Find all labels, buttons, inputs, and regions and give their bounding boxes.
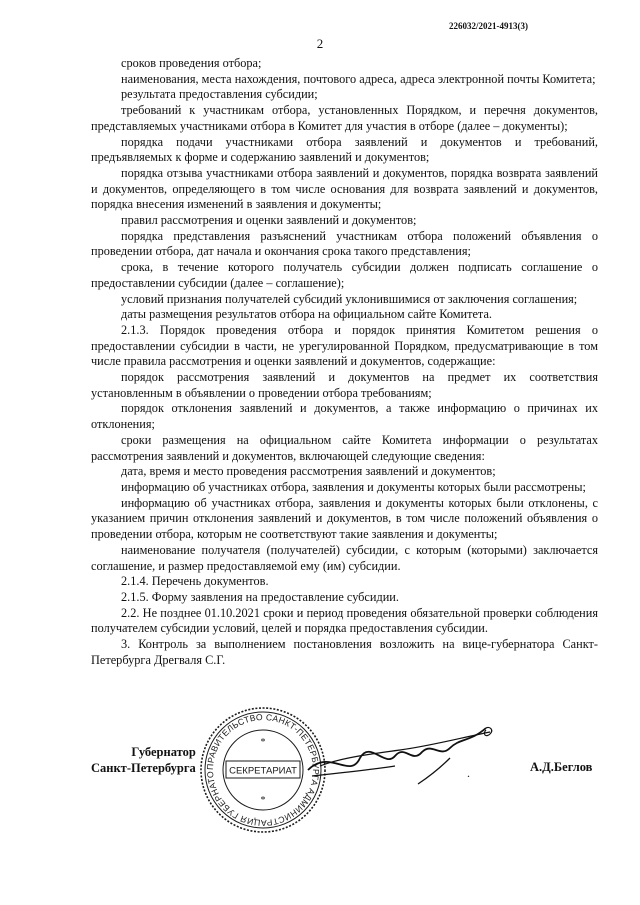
paragraph: информацию об участниках отбора, заявления и документы которых были рассмотрены; (121, 479, 586, 494)
svg-text:*: * (260, 795, 266, 806)
paragraph: дата, время и место проведения рассмотрения заявлений и документов; (121, 464, 496, 479)
signatory-title (91, 744, 196, 776)
paragraph: информацию об участниках отбора, заявления и документы которых были отклонены, с указанием причин отклонения заявлений и документов, в том числе положений объявления о проведении отбора, которым не соответствуют такие заявления и документы; (91, 495, 598, 542)
paragraph: срока, в течение которого получатель субсидии должен подписать соглашение о предоставлении субсидии (далее – соглашение); (91, 260, 598, 290)
document-number: 226032/2021-4913(3) (449, 21, 528, 31)
signatory-title-line: Санкт-Петербурга (91, 761, 196, 775)
paragraph: порядка подачи участниками отбора заявлений и документов и требований, предъявляемых к форме и содержанию заявлений и документов; (91, 134, 598, 165)
paragraph: порядка отзыва участниками отбора заявлений и документов, порядка возврата заявлений и документов, определяющего в том числе основания для возврата заявлений и документов, порядка внесения изменений в заявления и документы; (91, 165, 598, 212)
document-body (91, 56, 598, 668)
page-number: 2 (316, 36, 324, 51)
seal-ring-text: ПРАВИТЕЛЬСТВО САНКТ-ПЕТЕРБУРГА АДМИНИСТРАЦИЯ ГУБЕРНАТО (204, 711, 322, 829)
paragraph: даты размещения результатов отбора на официальном сайте Комитета. (121, 307, 492, 322)
paragraph: 3. Контроль за выполнением постановления возложить на вице-губернатора Санкт-Петербурга Дрегваля С.Г. (91, 637, 598, 667)
paragraph: 2.2. Не позднее 01.10.2021 сроки и период проведения обязательной проверки соблюдения получателем субсидии условий, целей и порядка предоставления субсидии. (91, 605, 598, 636)
paragraph: порядок отклонения заявлений и документов, а также информацию о причинах их отклонения; (91, 401, 598, 432)
paragraph: условий признания получателей субсидий уклонившимися от заключения соглашения; (121, 291, 578, 306)
paragraph: наименование получателя (получателей) субсидии, с которым (которыми) заключается соглашение, и размер предоставляемой ему (им) субсидии. (91, 542, 598, 573)
paragraph: 2.1.4. Перечень документов. (121, 574, 269, 589)
paragraph: 2.1.5. Форму заявления на предоставление субсидии. (121, 589, 399, 604)
signatory-title-line: Губернатор (131, 745, 196, 759)
paragraph: порядок рассмотрения заявлений и документов на предмет их соответствия установленным в объявлении о проведении отбора требованиям; (91, 370, 598, 400)
signatory-name: А.Д.Беглов (530, 760, 593, 774)
paragraph: сроки размещения на официальном сайте Комитета информации о результатах рассмотрения заявлений и документов, включающей следующие сведения: (91, 432, 598, 463)
paragraph: порядка представления разъяснений участникам отбора положений объявления о проведении отбора, дат начала и окончания срока такого представления; (91, 228, 598, 259)
svg-text:*: * (260, 737, 266, 748)
paragraph: результата предоставления субсидии; (121, 87, 318, 102)
handwritten-signature (300, 718, 500, 793)
paragraph: сроков проведения отбора; (121, 56, 262, 70)
paragraph: наименования, места нахождения, почтового адреса, адреса электронной почты Комитета; (121, 71, 596, 86)
signature-dot: . (467, 766, 470, 780)
paragraph: правил рассмотрения и оценки заявлений и документов; (121, 213, 417, 228)
paragraph: требований к участникам отбора, установленных Порядком, и перечня документов, представляемых участниками отбора в Комитет для участия в отборе (далее – документы); (91, 103, 598, 133)
paragraph: 2.1.3. Порядок проведения отбора и порядок принятия Комитетом решения о предоставлении субсидии в части, не урегулированной Порядком, предусматривающие в том числе правила рассмотрения и оценки заявлений и документов, содержащие: (91, 322, 598, 369)
seal-center-text: СЕКРЕТАРИАТ (229, 765, 297, 777)
